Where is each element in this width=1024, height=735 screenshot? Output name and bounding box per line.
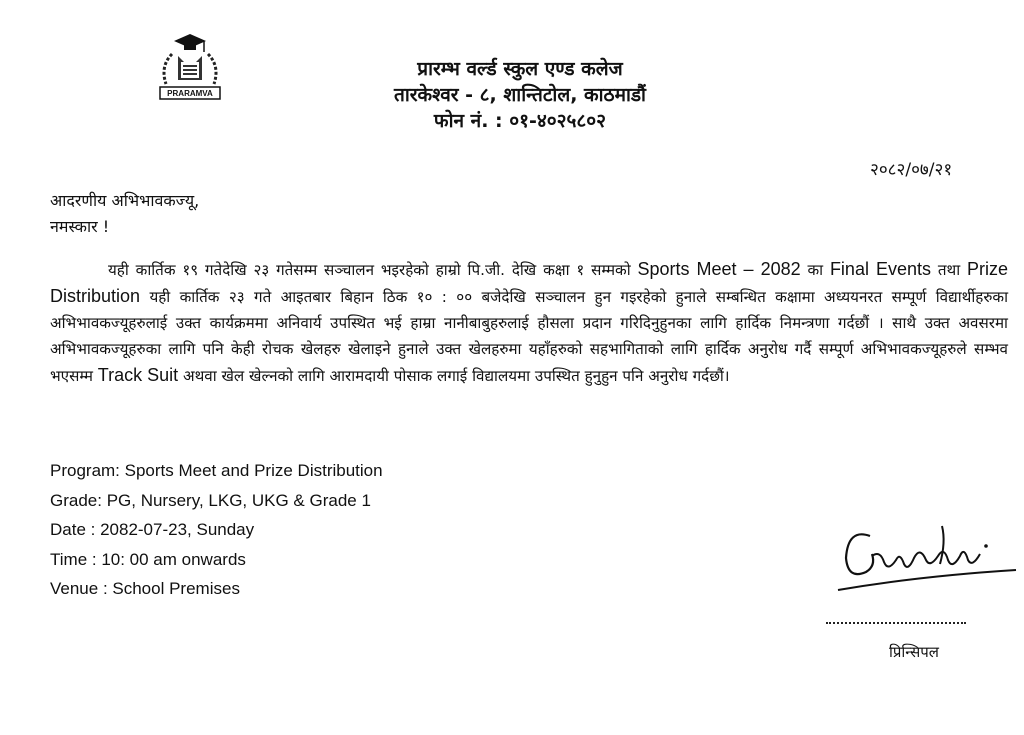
school-phone: फोन नं. : ०१-४०२५८०२	[433, 110, 607, 132]
graduation-cap-logo-icon	[150, 32, 230, 104]
letter-date: २०८२/०७/२१	[870, 160, 953, 180]
body-part-7: यही कार्तिक २३ गते आइतबार बिहान ठिक १० : ०० बजेदेखि सञ्चालन हुन गइरहेको हुनाले सम्बन्धित कक्षामा अध्ययनरत सम्पूर्ण विद्यार्थीहरुका अभिभावकज्यूहरुलाई उक्त कार्यक्रममा अनिवार्य उपस्थित भई हाम्रा नानीबाबुहरुलाई हौसला प्रदान गरिदिनुहुनका लागि हार्दिक निमन्त्रणा गर्दछौं । साथै उक्त अवसरमा अभिभावकज्यूहरुका लागि पनि केही रोचक खेलहरु खेलाइने हुनाले उक्त खेलहरुमा यहाँहरुको सहभागिताको लागि हार्दिक अनुरोध गर्दै सम्पूर्ण अभिभावकज्यूहरुले सम्भव भएसम्म	[50, 288, 1009, 385]
body-track-suit: Track Suit	[97, 365, 179, 385]
body-final-events: Final Events	[829, 259, 931, 279]
school-name: प्रारम्भ वर्ल्ड स्कुल एण्ड कलेज	[417, 58, 623, 80]
logo-text: PRARAMVA	[167, 89, 213, 98]
body-part-1: यही कार्तिक १९ गतेदेखि २३ गतेसम्म सञ्चालन भइरहेको हाम्रो पि.जी. देखि कक्षा १ सम्मको	[108, 261, 631, 279]
principal-signature-icon	[830, 506, 1020, 606]
program-details	[50, 456, 383, 604]
body-prize-distribution: Prize Distribution	[50, 259, 1008, 306]
grade-line: Grade: PG, Nursery, LKG, UKG & Grade 1	[50, 490, 371, 510]
salutation	[50, 188, 199, 240]
school-address: तारकेश्वर - ८, शान्तिटोल, काठमाडौं	[394, 84, 646, 106]
salutation-line-1: आदरणीय अभिभावकज्यू,	[50, 191, 200, 210]
venue-line: Venue : School Premises	[50, 579, 240, 598]
body-part-9: अथवा खेल खेल्नको लागि आरामदायी पोसाक लगाई विद्यालयमा उपस्थित हुनुहुन पनि अनुरोध गर्दछौं।	[182, 367, 730, 385]
signatory-title: प्रिन्सिपल	[889, 643, 939, 661]
body-part-5: तथा	[937, 261, 961, 279]
signature-line	[826, 622, 966, 624]
program-line: Program: Sports Meet and Prize Distribution	[50, 461, 383, 480]
salutation-line-2: नमस्कार !	[50, 217, 110, 236]
body-part-3: का	[807, 261, 824, 279]
school-logo	[150, 32, 230, 104]
date-line: Date : 2082-07-23, Sunday	[50, 520, 255, 539]
letter-body	[50, 256, 1008, 389]
body-event-name: Sports Meet – 2082	[637, 259, 801, 279]
letterhead	[330, 56, 710, 134]
time-line: Time : 10: 00 am onwards	[50, 549, 246, 569]
